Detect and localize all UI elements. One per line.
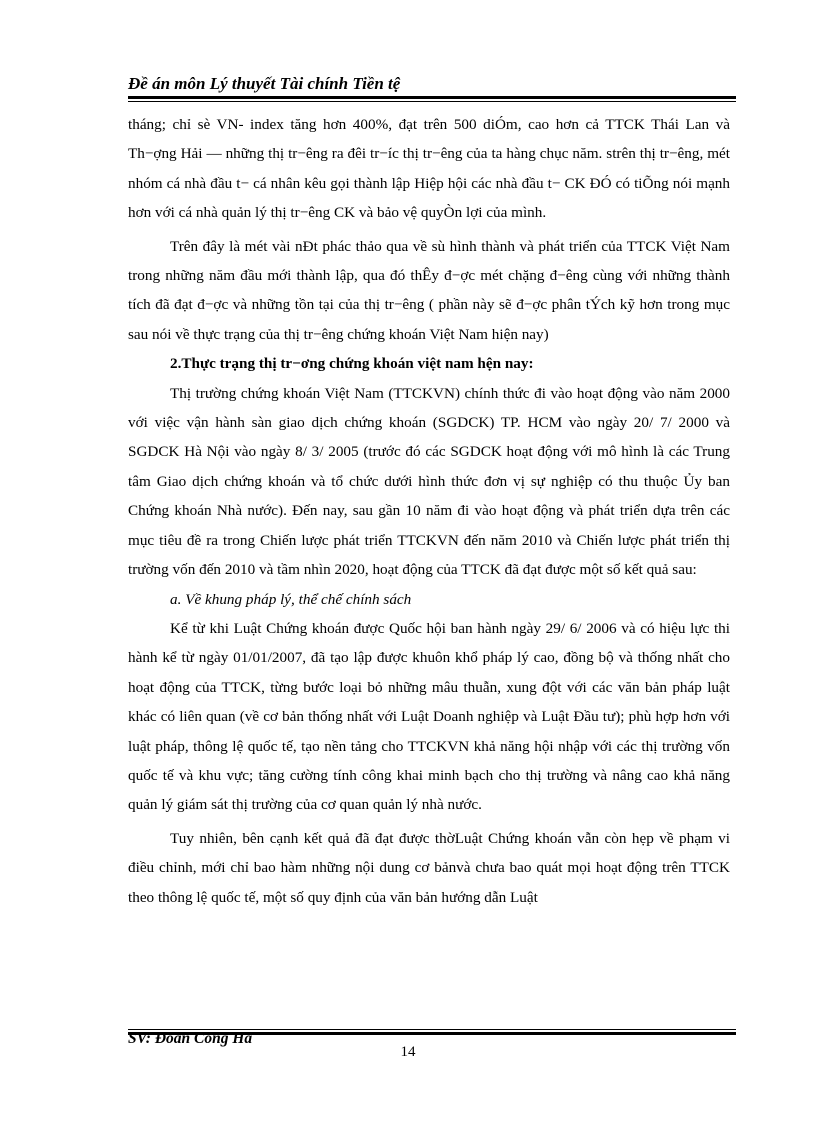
paragraph-limitations: Tuy nhiên, bên cạnh kết quả đã đạt được thờLuật Chứng khoán vẫn còn hẹp về phạm vi điều chỉnh, mới chỉ bao hàm những nội dung cơ bảnvà chưa bao quát mọi hoạt động trên TTCK theo thông lệ quốc tế, một số quy định của văn bản hướng dẫn Luật [128, 829, 730, 906]
section-heading: 2.Thực trạng thị tr−ơng chứng khoán việt nam hện nay: [170, 355, 534, 373]
header-rule-thick [128, 96, 736, 99]
header-rule-thin [128, 101, 736, 102]
page-body [128, 110, 730, 912]
footer-author: SV: Đoàn Công Hà [128, 1030, 253, 1047]
document-header: Đề án môn Lý thuyết Tài chính Tiền tệ [128, 74, 401, 93]
paragraph-legal-framework: Kể từ khi Luật Chứng khoán được Quốc hội ban hành ngày 29/ 6/ 2006 và có hiệu lực thi hành kể từ ngày 01/01/2007, đã tạo lập được khuôn khổ pháp lý cao, đồng bộ và thống nhất cho hoạt động của TTCK, từng bước loại bỏ những mâu thuẫn, xung đột với các văn bản pháp luật khác có liên quan (về cơ bản thống nhất với Luật Doanh nghiệp và Luật Đầu tư); phù hợp hơn với luật pháp, thông lệ quốc tế, tạo nền tảng cho TTCKVN khả năng hội nhập với các thị trường vốn quốc tế và khu vực; tăng cường tính công khai minh bạch cho thị trường và nâng cao khả năng quản lý giám sát thị trường của cơ quan quản lý nhà nước. [128, 619, 730, 814]
paragraph-summary: Trên đây là mét vài nÐt phác thảo qua về sù hình thành và phát triển của TTCK Việt Nam trong những năm đầu mới thành lập, qua đó thÊy đ−ợc mét chặng đ−êng cùng với những thành tích đã đạt đ−ợc và những tồn tại của thị tr−êng ( phần này sẽ đ−ợc phân tÝch kỹ hơn trong mục sau nói về thực trạng của thị tr−êng chứng khoán Việt Nam hiện nay) [128, 237, 730, 343]
page-number: 14 [400, 1044, 416, 1060]
paragraph-market-overview: Thị trường chứng khoán Việt Nam (TTCKVN) chính thức đi vào hoạt động vào năm 2000 với việc vận hành sàn giao dịch chứng khoán (SGDCK) TP. HCM vào ngày 20/ 7/ 2000 và SGDCK Hà Nội vào ngày 8/ 3/ 2005 (trước đó các SGDCK hoạt động với mô hình là các Trung tâm Giao dịch chứng khoán và tổ chức dưới hình thức đơn vị sự nghiệp có thu thuộc Ủy ban Chứng khoán Nhà nước). Đến nay, sau gần 10 năm đi vào hoạt động và phát triển dựa trên các mục tiêu đề ra trong Chiến lược phát triển TTCKVN đến năm 2010 và Chiến lược phát triển thị trường vốn đến 2010 và tầm nhìn 2020, hoạt động của TTCK đã đạt được một số kết quả sau: [128, 384, 730, 579]
subsection-heading: a. Về khung pháp lý, thể chế chính sách [170, 590, 412, 608]
paragraph-continued: tháng; chỉ sè VN- index tăng hơn 400%, đạt trên 500 diÓm, cao hơn cả TTCK Thái Lan và Th−ợng Hải — những thị tr−êng ra đêi tr−íc thị tr−êng của ta hàng chục năm. strên thị tr−êng, mét nhóm cá nhà đầu t− cá nhân kêu gọi thành lập Hiệp hội các nhà đầu t− CK ĐÓ có tiÕng nói mạnh hơn với cá nhà quản lý thị tr−êng CK và bảo vệ quyÒn lợi của mình. [128, 116, 730, 222]
